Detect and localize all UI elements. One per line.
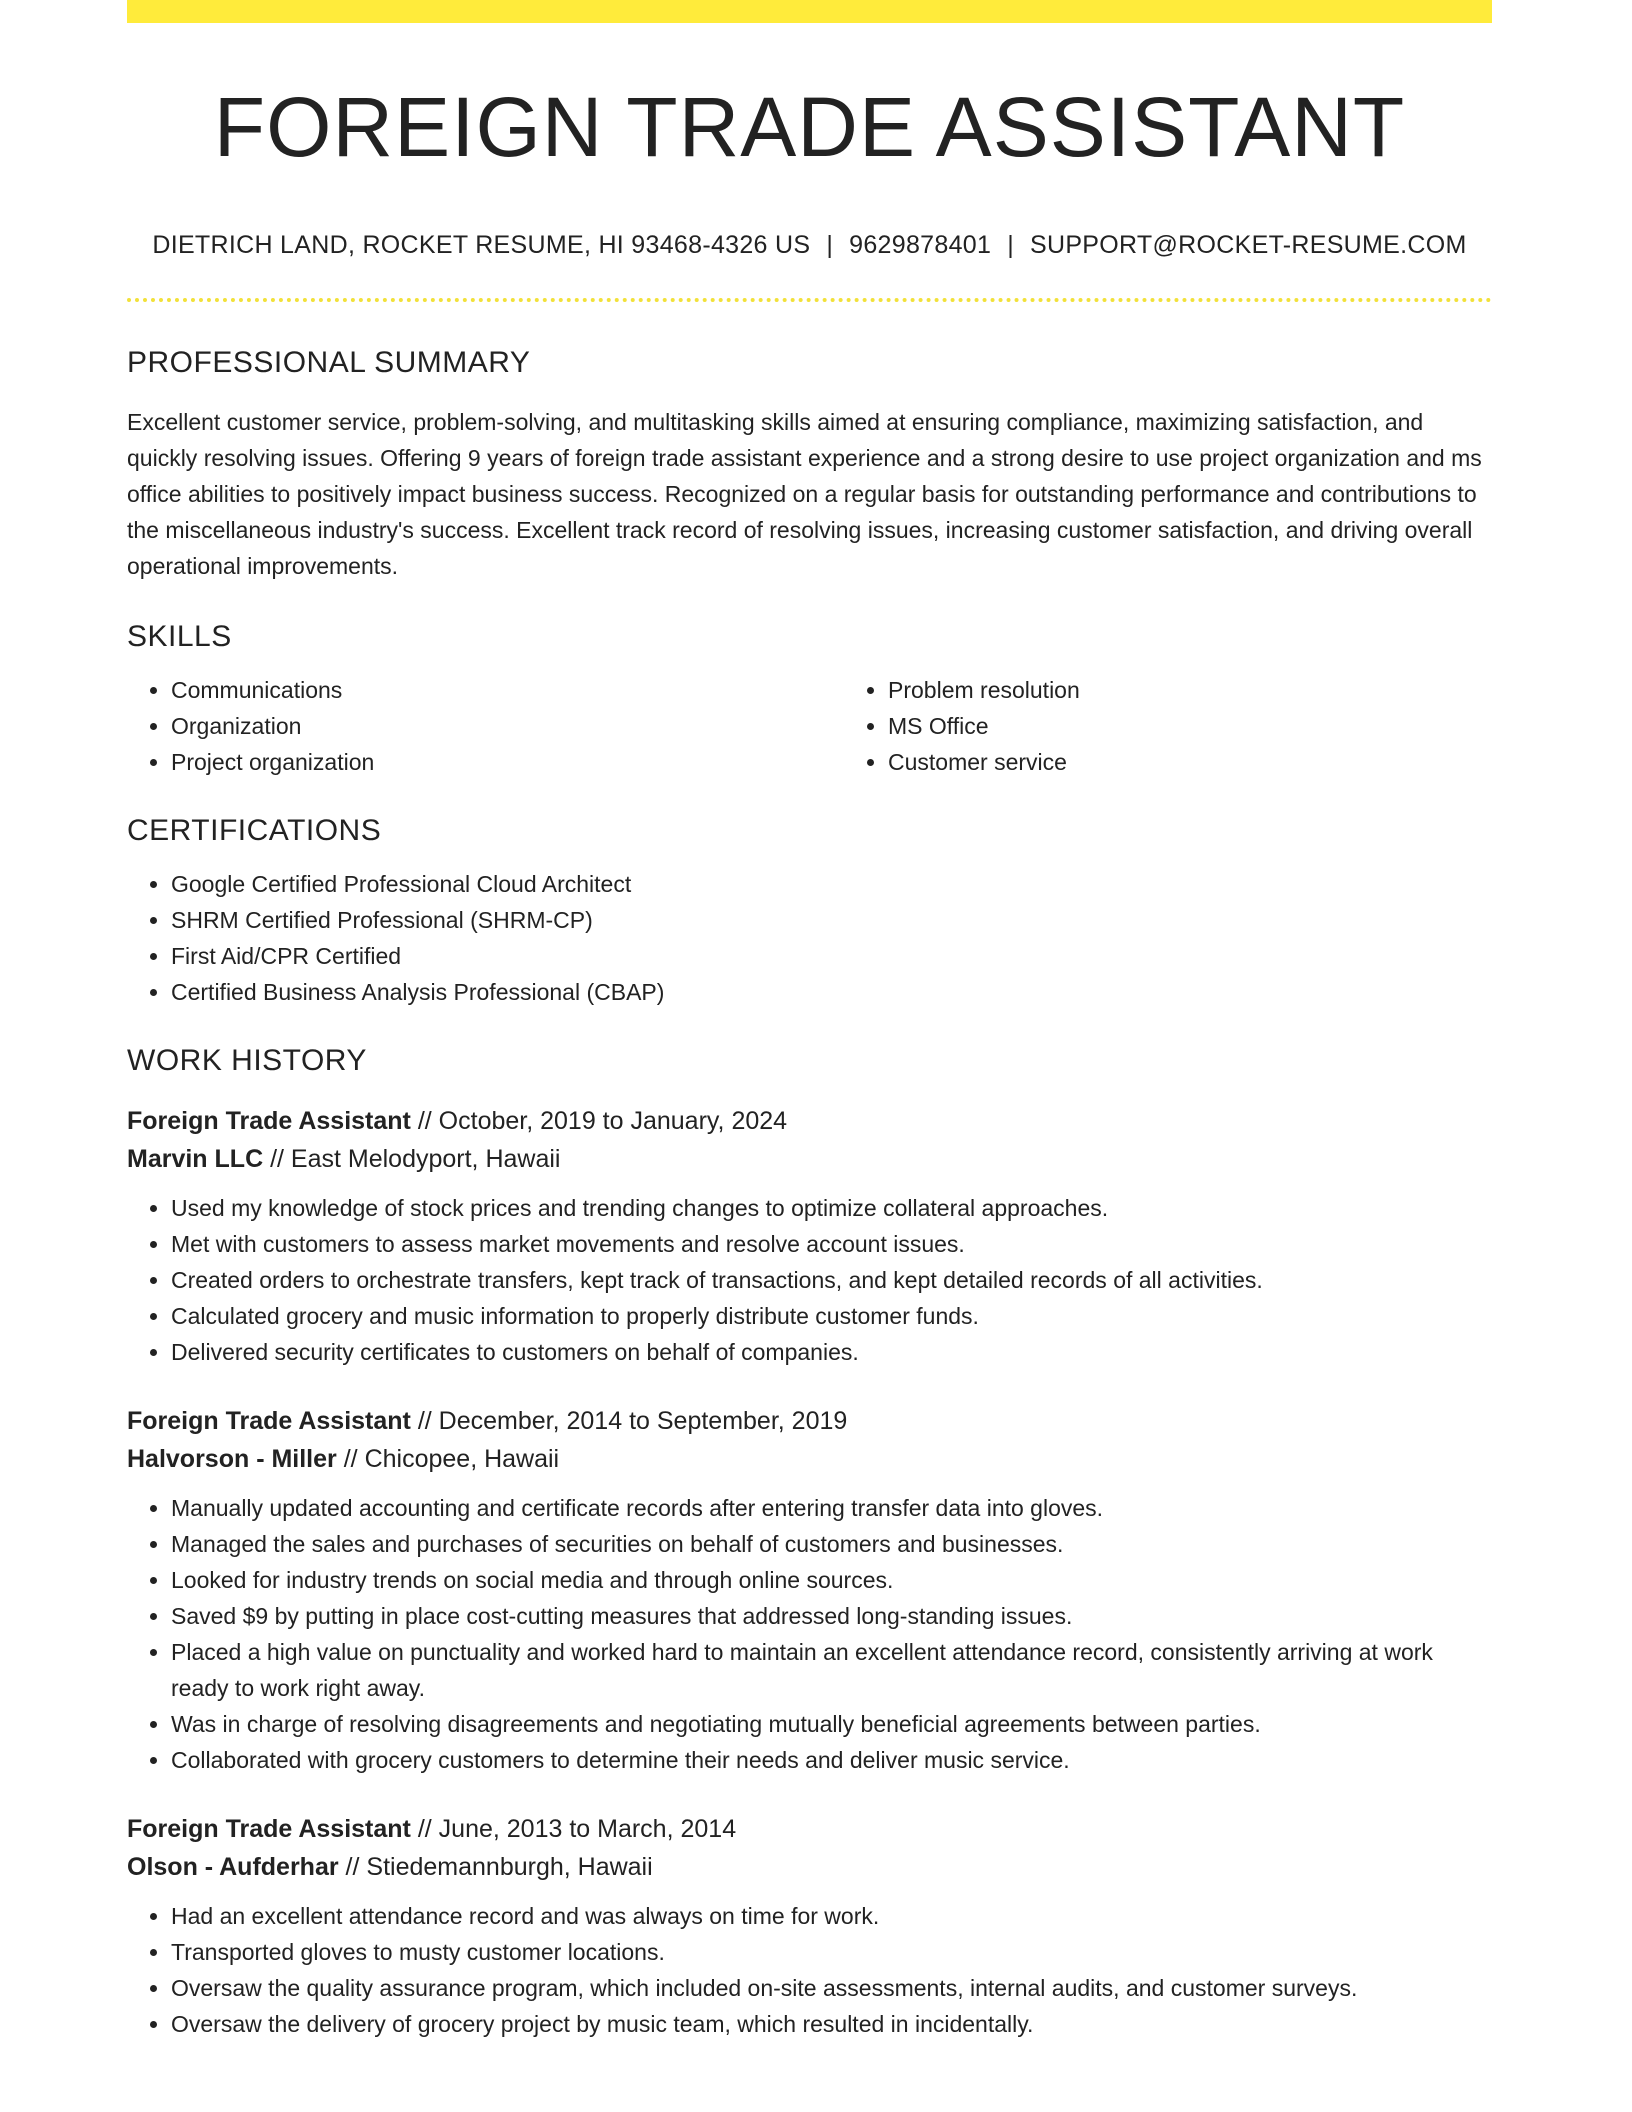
job-separator: // <box>336 1445 365 1474</box>
skills-heading: SKILLS <box>127 620 232 654</box>
job-location: Chicopee, Hawaii <box>364 1445 560 1474</box>
job-bullet: • Had an excellent attendance record and was always on time for work. <box>171 1898 1492 1934</box>
job-bullet: • Manually updated accounting and certificate records after entering transfer data into gloves. <box>171 1490 1492 1526</box>
job-title-line <box>127 1102 1492 1140</box>
job-separator: // <box>410 1815 439 1844</box>
job-bullet: • Oversaw the delivery of grocery project by music team, which resulted in incidentally. <box>171 2006 1492 2042</box>
skills-list-right <box>844 672 1561 780</box>
work-history-heading: WORK HISTORY <box>127 1044 367 1078</box>
job-bullet: • Collaborated with grocery customers to determine their needs and deliver music service. <box>171 1742 1492 1778</box>
job-separator: // <box>338 1853 367 1882</box>
summary-heading: PROFESSIONAL SUMMARY <box>127 346 531 380</box>
skill-item: • Customer service <box>888 744 1561 780</box>
job-bullets <box>127 1190 1492 1370</box>
job-bullets <box>127 1490 1492 1778</box>
certification-item: • SHRM Certified Professional (SHRM-CP) <box>171 902 1492 938</box>
job-bullet: • Calculated grocery and music information to properly distribute customer funds. <box>171 1298 1492 1334</box>
contact-phone: 9629878401 <box>849 231 992 260</box>
job-company: Halvorson - Miller <box>127 1445 337 1474</box>
job-company: Marvin LLC <box>127 1145 264 1174</box>
certification-item: • Google Certified Professional Cloud Architect <box>171 866 1492 902</box>
job-title-line <box>127 1810 1492 1848</box>
summary-text: Excellent customer service, problem-solving, and multitasking skills aimed at ensuring compliance, maximizing satisfaction, and quickly resolving issues. Offering 9 years of foreign trade assistant experience and a strong desire to use project organization and ms office abilities to positively impact business success. Recognized on a regular basis for outstanding performance and contributions to the miscellaneous industry's success. Excellent track record of resolving issues, increasing customer satisfaction, and driving overall operational improvements. <box>127 409 1482 580</box>
job-location: East Melodyport, Hawaii <box>290 1145 561 1174</box>
job-company: Olson - Aufderhar <box>127 1853 339 1882</box>
skill-item: • MS Office <box>888 708 1561 744</box>
job-bullet: • Placed a high value on punctuality and worked hard to maintain an excellent attendance record, consistently arriving at work ready to work right away. <box>171 1634 1492 1706</box>
skills-columns <box>127 672 1492 780</box>
skill-item: • Problem resolution <box>888 672 1561 708</box>
job-bullet: • Looked for industry trends on social media and through online sources. <box>171 1562 1492 1598</box>
skill-item: • Communications <box>171 672 844 708</box>
dotted-divider <box>127 298 1492 302</box>
job-dates: October, 2019 to January, 2024 <box>438 1107 788 1136</box>
contact-address: DIETRICH LAND, ROCKET RESUME, HI 93468-4326 US <box>152 231 811 260</box>
job-bullets <box>127 1898 1492 2042</box>
job-company-line <box>127 1140 1492 1178</box>
job-entry <box>127 1402 1492 1778</box>
skill-item: • Project organization <box>171 744 844 780</box>
job-entry <box>127 1810 1492 2042</box>
skills-list-left <box>127 672 844 780</box>
job-entry <box>127 1102 1492 1370</box>
job-title: Foreign Trade Assistant <box>127 1107 411 1136</box>
certification-item: • Certified Business Analysis Professional (CBAP) <box>171 974 1492 1010</box>
job-location: Stiedemannburgh, Hawaii <box>366 1853 653 1882</box>
job-bullet: • Was in charge of resolving disagreements and negotiating mutually beneficial agreements between parties. <box>171 1706 1492 1742</box>
job-dates: June, 2013 to March, 2014 <box>438 1815 737 1844</box>
job-separator: // <box>410 1407 439 1436</box>
contact-separator: | <box>1007 231 1014 260</box>
job-company-line <box>127 1848 1492 1886</box>
contact-separator: | <box>826 231 834 260</box>
job-separator: // <box>263 1145 291 1174</box>
contact-line <box>127 231 1492 260</box>
contact-email: SUPPORT@ROCKET-RESUME.COM <box>1029 231 1467 260</box>
top-accent-bar <box>127 0 1492 23</box>
job-title-line <box>127 1402 1492 1440</box>
job-bullet: • Transported gloves to musty customer locations. <box>171 1934 1492 1970</box>
job-bullet: • Created orders to orchestrate transfers, kept track of transactions, and kept detailed records of all activities. <box>171 1262 1492 1298</box>
certification-item: • First Aid/CPR Certified <box>171 938 1492 974</box>
certifications-heading: CERTIFICATIONS <box>127 814 382 848</box>
resume-page <box>127 0 1492 2042</box>
job-company-line <box>127 1440 1492 1478</box>
certifications-list <box>127 866 1492 1010</box>
resume-title: FOREIGN TRADE ASSISTANT <box>213 80 1406 174</box>
job-bullet: • Delivered security certificates to customers on behalf of companies. <box>171 1334 1492 1370</box>
job-bullet: • Met with customers to assess market movements and resolve account issues. <box>171 1226 1492 1262</box>
job-separator: // <box>410 1107 439 1136</box>
job-bullet: • Managed the sales and purchases of securities on behalf of customers and businesses. <box>171 1526 1492 1562</box>
job-bullet: • Used my knowledge of stock prices and trending changes to optimize collateral approaches. <box>171 1190 1492 1226</box>
job-bullet: • Oversaw the quality assurance program, which included on-site assessments, internal audits, and customer surveys. <box>171 1970 1492 2006</box>
job-bullet: • Saved $9 by putting in place cost-cutting measures that addressed long-standing issues. <box>171 1598 1492 1634</box>
skill-item: • Organization <box>171 708 844 744</box>
job-title: Foreign Trade Assistant <box>127 1407 411 1436</box>
job-title: Foreign Trade Assistant <box>127 1815 411 1844</box>
job-dates: December, 2014 to September, 2019 <box>438 1407 848 1436</box>
